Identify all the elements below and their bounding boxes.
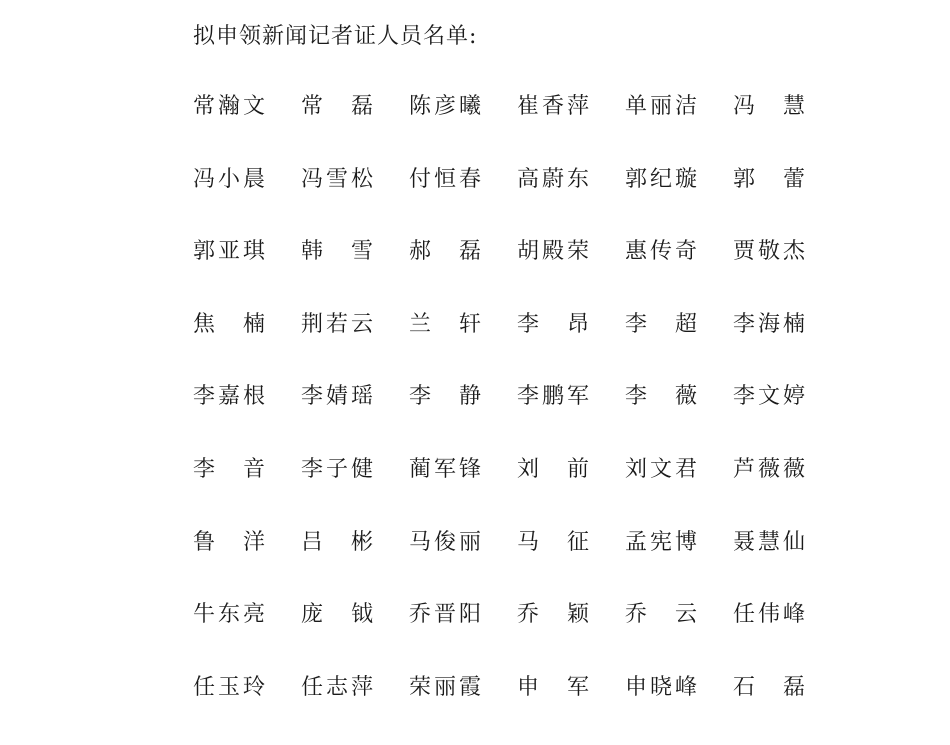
name-entry: 韩 雪 (301, 239, 373, 265)
name-entry: 申 晓 峰 (625, 674, 697, 700)
name-entry: 李 嘉 根 (193, 384, 265, 410)
name-entry: 刘 前 (517, 456, 589, 482)
name-entry: 李 音 (193, 456, 265, 482)
name-entry: 郝 磊 (409, 239, 481, 265)
name-entry: 任 志 萍 (301, 674, 373, 700)
name-entry: 荆 若 云 (301, 311, 373, 337)
name-entry: 孟 宪 博 (625, 529, 697, 555)
name-entry: 兰 轩 (409, 311, 481, 337)
name-entry: 冯 慧 (733, 94, 805, 119)
name-entry: 付 恒 春 (409, 166, 481, 192)
name-entry: 李 海 楠 (733, 311, 805, 337)
name-entry: 荣 丽 霞 (409, 674, 481, 700)
name-entry: 李 文 婷 (733, 384, 805, 410)
name-entry: 常 磊 (301, 94, 373, 119)
name-entry: 马 俊 丽 (409, 529, 481, 555)
name-entry: 李 静 (409, 384, 481, 410)
name-entry: 石 磊 (733, 674, 805, 700)
name-entry: 李 婧 瑶 (301, 384, 373, 410)
name-entry: 任 伟 峰 (733, 602, 805, 628)
name-entry: 冯 雪 松 (301, 166, 373, 192)
name-entry: 陈 彦 曦 (409, 94, 481, 119)
name-entry: 鲁 洋 (193, 529, 265, 555)
name-entry: 吕 彬 (301, 529, 373, 555)
name-entry: 李 昂 (517, 311, 589, 337)
name-entry: 郭 纪 璇 (625, 166, 697, 192)
name-entry: 乔 云 (625, 602, 697, 628)
name-entry: 常 瀚 文 (193, 94, 265, 119)
name-list (193, 92, 841, 745)
name-entry: 李 超 (625, 311, 697, 337)
name-entry: 芦 薇 薇 (733, 456, 805, 482)
name-entry: 乔 晋 阳 (409, 602, 481, 628)
name-entry: 高 蔚 东 (517, 166, 589, 192)
name-entry: 牛 东 亮 (193, 602, 265, 628)
name-entry: 贾 敬 杰 (733, 239, 805, 265)
page-title: 拟申领新闻记者证人员名单: (193, 24, 478, 49)
name-entry: 胡 殿 荣 (517, 239, 589, 265)
name-entry: 李 薇 (625, 384, 697, 410)
name-entry: 郭 亚 琪 (193, 239, 265, 265)
name-entry: 单 丽 洁 (625, 94, 697, 119)
name-entry: 蔺 军 锋 (409, 456, 481, 482)
name-entry: 崔 香 萍 (517, 94, 589, 119)
name-entry: 郭 蕾 (733, 166, 805, 192)
name-entry: 任 玉 玲 (193, 674, 265, 700)
name-entry: 李 鹏 军 (517, 384, 589, 410)
name-entry: 申 军 (517, 674, 589, 700)
name-entry: 李 子 健 (301, 456, 373, 482)
name-entry: 惠 传 奇 (625, 239, 697, 265)
name-entry: 乔 颖 (517, 602, 589, 628)
name-entry: 马 征 (517, 529, 589, 555)
name-entry: 焦 楠 (193, 311, 265, 337)
name-entry: 聂 慧 仙 (733, 529, 805, 555)
name-entry: 冯 小 晨 (193, 166, 265, 192)
name-entry: 庞 钺 (301, 602, 373, 628)
name-entry: 刘 文 君 (625, 456, 697, 482)
